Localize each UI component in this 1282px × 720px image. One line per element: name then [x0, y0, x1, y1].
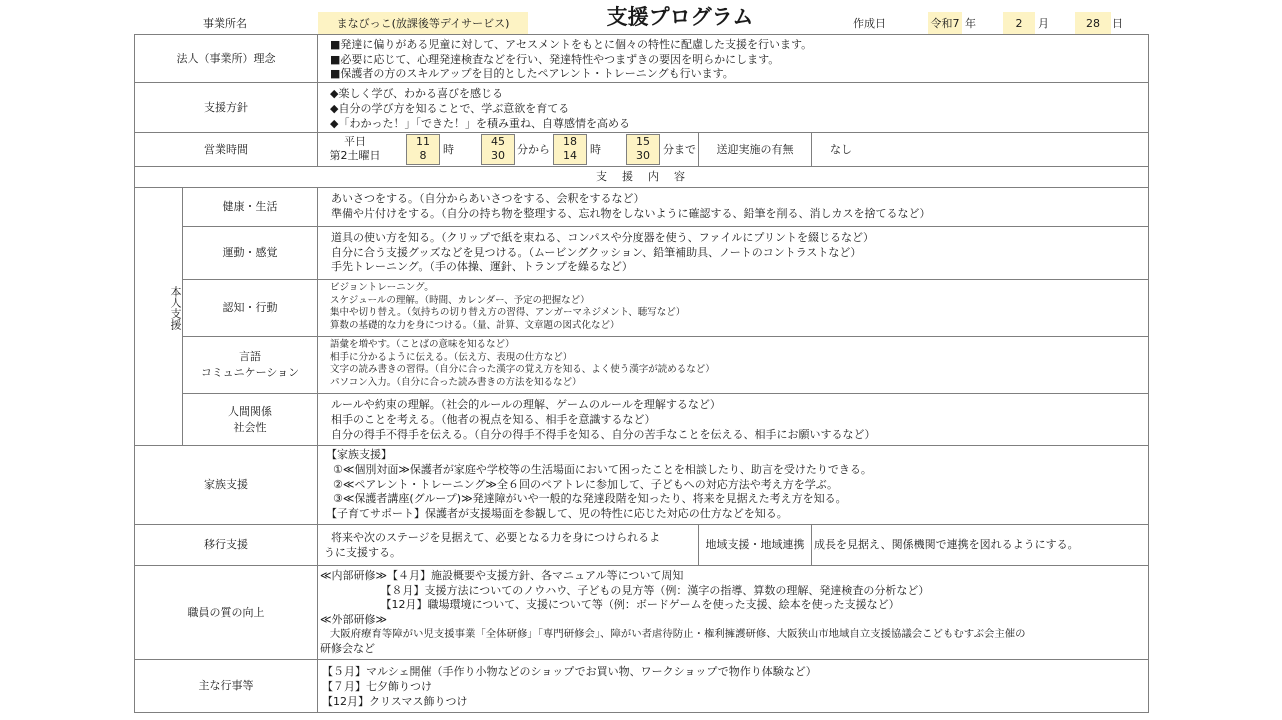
- community-content: [811, 524, 1149, 566]
- area-line: 集中や切り替え。（気持ちの切り替え方の習得、アンガーマネジメント、聴写など）: [330, 307, 686, 319]
- philosophy-content: [317, 34, 1149, 83]
- community-label: 地域支援・地域連携: [698, 524, 812, 566]
- philosophy-line: ■必要に応じて、心理発達検査などを行い、発達特性やつまずきの要因を明らかにします。: [330, 52, 780, 66]
- policy-line: ◆「わかった！」「できた！」を積み重ね、自尊感情を高める: [330, 117, 630, 130]
- transport-value: なし: [830, 143, 852, 156]
- area-line: 手先トレーニング。（手の体操、運針、トランプを繰るなど）: [331, 260, 633, 273]
- staff-line: 【８月】支援方法についてのノウハウ、子どもの見方等（例：漢字の指導、算数の理解、発達検査の分析など）: [320, 583, 930, 597]
- self-support-label-text: 本人支援: [169, 286, 182, 330]
- area-label-cognition: 認知・行動: [182, 279, 318, 337]
- start-min-weekday: 45: [491, 135, 505, 148]
- family-line: ②≪ペアレント・トレーニング≫全６回のペアトレに参加して、子どもへの対応方法や考え方を学ぶ。: [326, 477, 838, 491]
- era-year[interactable]: 令和7: [928, 12, 962, 34]
- support-contents-header: 支 援 内 容: [134, 166, 1149, 188]
- staff-line: 大阪府療育等障がい児支援事業「全体研修」「専門研修会」、障がい者虐待防止・権利擁護研修、大阪狭山市地域自立支援協議会こどもむすぶ会主催の: [320, 628, 1026, 641]
- staff-content: [317, 565, 1149, 660]
- policy-label: 支援方針: [134, 82, 318, 133]
- area-line: 自分に合う支援グッズなどを見つける。（ムービングクッション、鉛筆補助具、ノートのコントラストなど）: [331, 245, 862, 259]
- hour-suffix: 時: [443, 143, 454, 156]
- from-suffix: 分から: [517, 143, 550, 156]
- transition-content: [317, 524, 699, 566]
- office-label: 事業所名: [203, 17, 247, 30]
- month-suffix: 月: [1038, 17, 1049, 30]
- area-line: 算数の基礎的な力を身につける。（量、計算、文章題の図式化など）: [330, 319, 620, 331]
- start-hour-weekday: 11: [416, 135, 430, 148]
- family-line: ③≪保護者講座(グループ)≫発達障がいや一般的な発達段階を知ったり、将来を見据えた考え方を知る。: [326, 492, 847, 506]
- end-hour-weekday: 18: [563, 135, 577, 148]
- hours-label: 営業時間: [134, 132, 318, 167]
- transition-line: うに支援する。: [324, 546, 401, 559]
- area-line: 相手に分かるように伝える。（伝え方、表現の仕方など）: [330, 351, 573, 363]
- policy-content: [317, 82, 1149, 133]
- event-line: 【７月】七夕飾りつけ: [322, 680, 432, 693]
- transport-label: 送迎実施の有無: [698, 132, 812, 167]
- family-line: 【子育てサポート】保護者が支援場面を参観して、児の特性に応じた対応の仕方などを知る。: [326, 507, 788, 521]
- day-suffix: 日: [1112, 17, 1123, 30]
- transition-line: 将来や次のステージを見据えて、必要となる力を身につけられるよ: [324, 531, 661, 544]
- philosophy-label: 法人（事業所）理念: [134, 34, 318, 83]
- policy-line: ◆楽しく学び、わかる喜びを感じる: [330, 87, 504, 100]
- family-support-content: [317, 445, 1149, 525]
- area-label-language: 言語 コミュニケーション: [182, 336, 318, 394]
- area-line: パソコン入力。（自分に合った読み書きの方法を知るなど）: [330, 376, 582, 388]
- end-hour-suffix: 時: [590, 143, 601, 156]
- area-content-social: [317, 393, 1149, 446]
- created-label: 作成日: [853, 17, 886, 30]
- area-line: 自分の得手不得手を伝える。（自分の得手不得手を知る、自分の苦手なことを伝える、相手にお願いするなど）: [331, 428, 876, 441]
- event-line: 【５月】マルシェ開催（手作り小物などのショップでお買い物、ワークショップで物作り体験など）: [322, 665, 817, 678]
- staff-label: 職員の質の向上: [134, 565, 318, 660]
- month-value[interactable]: 2: [1003, 12, 1035, 34]
- day-value[interactable]: 28: [1075, 12, 1111, 34]
- area-line: 文字の読み書きの習得。（自分に合った漢字の覚え方を知る、よく使う漢字が読めるなど）: [330, 364, 715, 376]
- family-support-label: 家族支援: [134, 445, 318, 525]
- day-type-weekday: 平日: [344, 135, 366, 148]
- events-label: 主な行事等: [134, 659, 318, 713]
- transition-label: 移行支援: [134, 524, 318, 566]
- start-min-saturday: 30: [491, 149, 505, 162]
- area-content-motor: [317, 226, 1149, 280]
- self-support-label: [134, 187, 183, 446]
- area-content-language: [317, 336, 1149, 394]
- end-hour-saturday: 14: [563, 149, 577, 162]
- staff-line: ≪内部研修≫【４月】施設概要や支援方針、各マニュアル等について周知: [320, 569, 684, 582]
- philosophy-line: ■保護者の方のスキルアップを目的としたペアレント・トレーニングも行います。: [330, 67, 734, 80]
- area-line: ビジョントレーニング。: [330, 282, 434, 293]
- staff-line: 研修会など: [320, 641, 375, 655]
- family-line: ①≪個別対面≫保護者が家庭や学校等の生活場面において困ったことを相談したり、助言を受けたりできる。: [326, 462, 872, 476]
- area-label-motor: 運動・感覚: [182, 226, 318, 280]
- page-title: 支援プログラム: [606, 5, 754, 29]
- area-line: 準備や片付けをする。（自分の持ち物を整理する、忘れ物をしないように確認する、鉛筆を削る、消しカスを捨てるなど）: [331, 206, 931, 220]
- philosophy-line: ■発達に偏りがある児童に対して、アセスメントをもとに個々の特性に配慮した支援を行います。: [330, 38, 813, 51]
- until-suffix: 分まで: [663, 143, 696, 156]
- office-name[interactable]: まなびっこ(放課後等デイサービス): [318, 12, 528, 34]
- area-label-social: 人間関係 社会性: [182, 393, 318, 446]
- policy-line: ◆自分の学び方を知ることで、学ぶ意欲を育てる: [330, 102, 570, 115]
- staff-line: 【12月】職場環境について、支援について等（例：ボードゲームを使った支援、絵本を使った支援など）: [320, 598, 900, 612]
- area-content-cognition: [317, 279, 1149, 337]
- year-suffix: 年: [965, 17, 976, 30]
- start-hour-saturday: 8: [419, 149, 427, 162]
- area-line: 道具の使い方を知る。（クリップで紙を束ねる、コンパスや分度器を使う、ファイルにプリントを綴じるなど）: [331, 231, 874, 244]
- family-line: 【家族支援】: [326, 448, 392, 461]
- area-line: ルールや約束の理解。（社会的ルールの理解、ゲームのルールを理解するなど）: [331, 398, 721, 411]
- staff-line: ≪外部研修≫: [320, 612, 388, 626]
- area-label-health: 健康・生活: [182, 187, 318, 227]
- area-line: 相手のことを考える。（他者の視点を知る、相手を意識するなど）: [331, 413, 656, 426]
- area-line: あいさつをする。（自分からあいさつをする、会釈をするなど）: [331, 192, 645, 205]
- end-min-weekday: 15: [636, 135, 650, 148]
- community-text: 成長を見据え、関係機関で連携を図れるようにする。: [814, 538, 1079, 551]
- area-line: 語彙を増やす。（ことばの意味を知るなど）: [330, 339, 515, 350]
- end-min-saturday: 30: [636, 149, 650, 162]
- event-line: 【12月】クリスマス飾りつけ: [322, 695, 468, 708]
- events-content: [317, 659, 1149, 713]
- area-content-health: [317, 187, 1149, 227]
- day-type-saturday: 第2土曜日: [329, 149, 381, 162]
- area-line: スケジュールの理解。（時間、カレンダー、予定の把握など）: [330, 294, 590, 306]
